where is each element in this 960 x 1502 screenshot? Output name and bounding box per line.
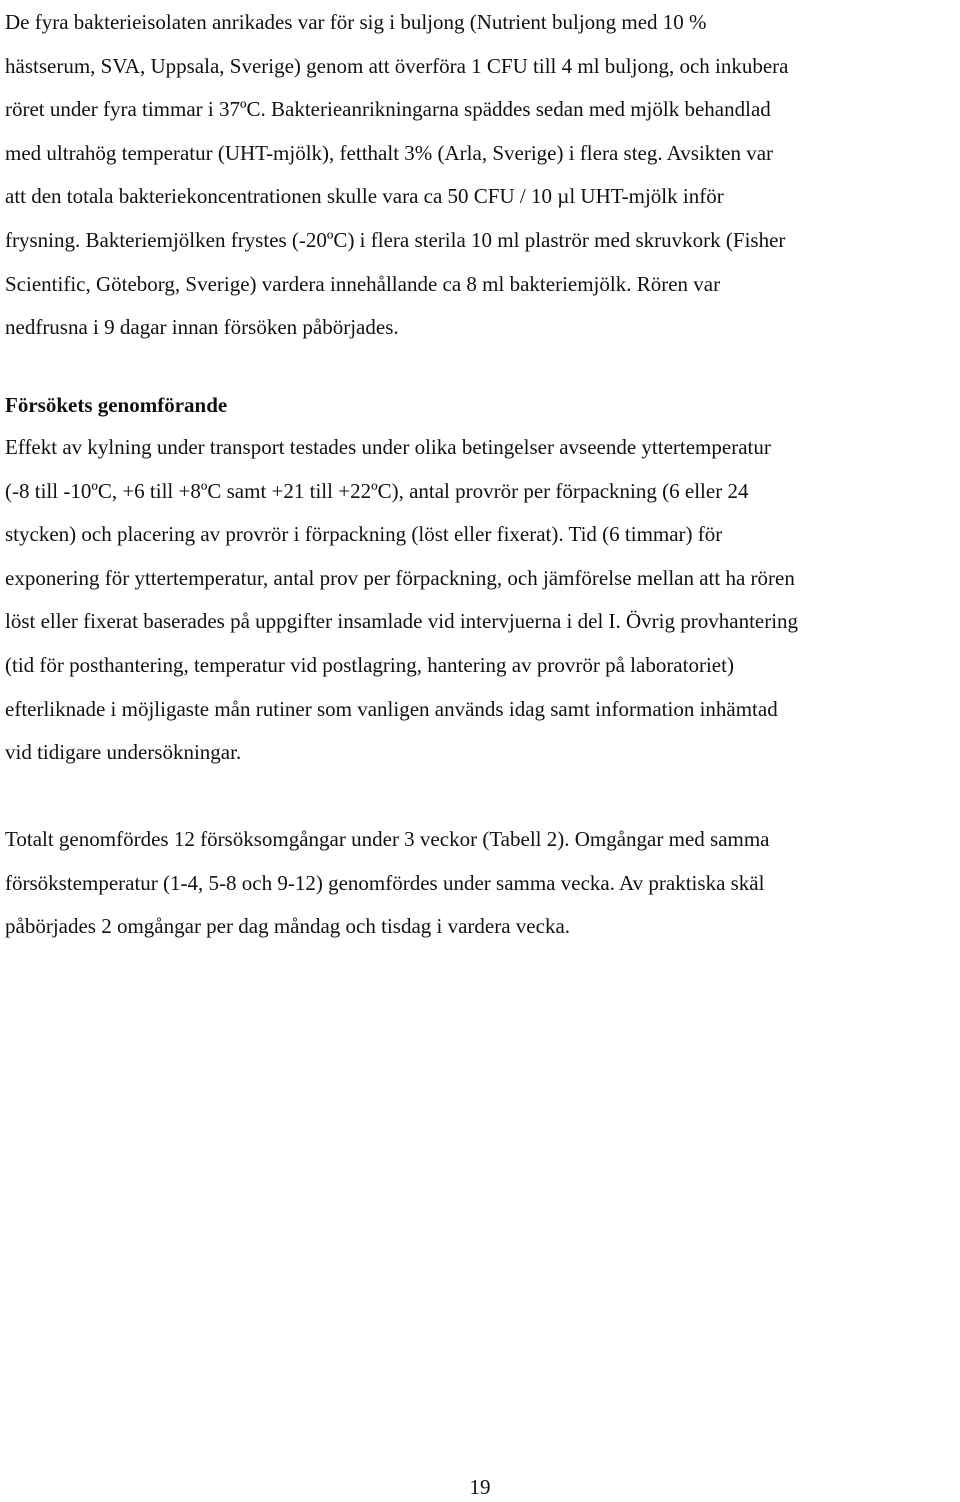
- page-number: 19: [469, 1475, 491, 1499]
- body-paragraph-2: Effekt av kylning under transport testades under olika betingelser avseende yttertemperatur (-8 till -10ºC, +6 till +8ºC samt +21 till +22ºC), antal provrör per förpackning (6 eller 24 stycken) och placering av provrör i förpackning (löst eller fixerat). Tid (6 timmar) för exponering för yttertemperatur, antal prov per förpackning, och jämförelse mellan att ha rören löst eller fixerat baserades på uppgifter insamlade vid intervjuerna i del I. Övrig provhantering (tid för posthantering, temperatur vid postlagring, hantering av provrör på laboratoriet) efterliknade i möjligaste mån rutiner som vanligen används idag samt information inhämtad vid tidigare undersökningar.: [5, 435, 799, 765]
- body-paragraph-3: Totalt genomfördes 12 försöksomgångar under 3 veckor (Tabell 2). Omgångar med samma försökstemperatur (1-4, 5-8 och 9-12) genomfördes under samma vecka. Av praktiska skäl påbörjades 2 omgångar per dag måndag och tisdag i vardera vecka.: [5, 827, 770, 939]
- section-heading: Försökets genomförande: [5, 393, 228, 417]
- body-paragraph-1: De fyra bakterieisolaten anrikades var för sig i buljong (Nutrient buljong med 10 % hästserum, SVA, Uppsala, Sverige) genom att överföra 1 CFU till 4 ml buljong, och inkubera röret under fyra timmar i 37ºC. Bakterieanrikningarna späddes sedan med mjölk behandlad med ultrahög temperatur (UHT-mjölk), fetthalt 3% (Arla, Sverige) i flera steg. Avsikten var att den totala bakteriekoncentrationen skulle vara ca 50 CFU / 10 µl UHT-mjölk inför frysning. Bakteriemjölken frystes (-20ºC) i flera sterila 10 ml plaströr med skruvkork (Fisher Scientific, Göteborg, Sverige) vardera innehållande ca 8 ml bakteriemjölk. Rören var nedfrusna i 9 dagar innan försöken påbörjades.: [5, 10, 789, 340]
